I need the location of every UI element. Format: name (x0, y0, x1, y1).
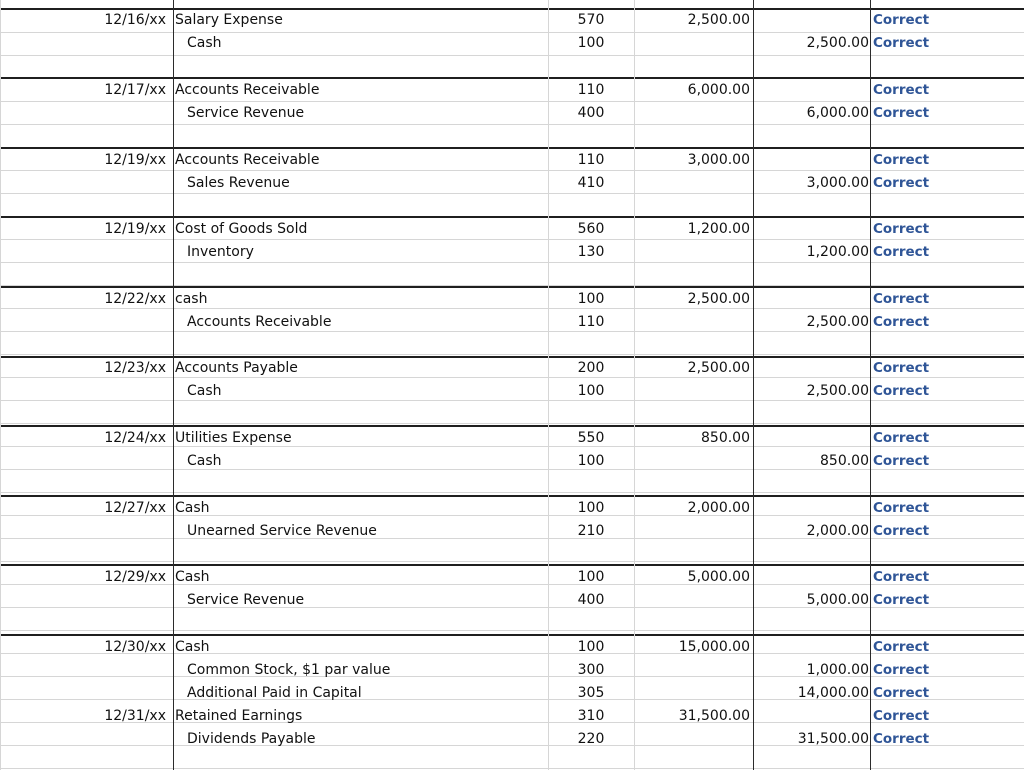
correct-badge: Correct (873, 453, 930, 469)
correct-badge: Correct (873, 360, 930, 376)
post-ref-cell[interactable]: 100 (577, 453, 605, 469)
entry-date-cell[interactable]: 12/16/xx (104, 12, 166, 28)
debit-cell[interactable]: 31,500.00 (678, 708, 750, 724)
correct-badge: Correct (873, 430, 930, 446)
account-cell[interactable]: Cost of Goods Sold (175, 221, 308, 237)
post-ref-cell[interactable]: 100 (577, 291, 605, 307)
account-cell[interactable]: Cash (175, 500, 210, 516)
correct-badge: Correct (873, 523, 930, 539)
journal-line (0, 427, 1024, 450)
post-ref-cell[interactable]: 100 (577, 569, 605, 585)
post-ref-cell[interactable]: 550 (577, 430, 605, 446)
journal-line (0, 311, 1024, 334)
debit-cell[interactable]: 850.00 (701, 430, 750, 446)
debit-cell[interactable]: 2,000.00 (687, 500, 750, 516)
debit-cell[interactable]: 15,000.00 (678, 639, 750, 655)
correct-badge: Correct (873, 175, 930, 191)
account-cell[interactable]: Cash (187, 383, 222, 399)
account-cell[interactable]: Sales Revenue (187, 175, 290, 191)
debit-cell[interactable]: 6,000.00 (687, 82, 750, 98)
credit-cell[interactable]: 2,500.00 (806, 383, 869, 399)
post-ref-cell[interactable]: 300 (577, 662, 605, 678)
debit-cell[interactable]: 1,200.00 (687, 221, 750, 237)
account-cell[interactable]: Retained Earnings (175, 708, 303, 724)
correct-badge: Correct (873, 221, 930, 237)
journal-line (0, 589, 1024, 612)
correct-badge: Correct (873, 244, 930, 260)
account-cell[interactable]: Additional Paid in Capital (187, 685, 362, 701)
post-ref-cell[interactable]: 110 (577, 152, 605, 168)
debit-cell[interactable]: 2,500.00 (687, 360, 750, 376)
post-ref-cell[interactable]: 310 (577, 708, 605, 724)
correct-badge: Correct (873, 639, 930, 655)
post-ref-cell[interactable]: 560 (577, 221, 605, 237)
post-ref-cell[interactable]: 130 (577, 244, 605, 260)
post-ref-cell[interactable]: 110 (577, 314, 605, 330)
post-ref-cell[interactable]: 410 (577, 175, 605, 191)
correct-badge: Correct (873, 731, 930, 747)
account-cell[interactable]: cash (175, 291, 208, 307)
correct-badge: Correct (873, 82, 930, 98)
credit-cell[interactable]: 2,500.00 (806, 314, 869, 330)
entry-date-cell[interactable]: 12/29/xx (104, 569, 166, 585)
account-cell[interactable]: Accounts Receivable (175, 82, 320, 98)
account-cell[interactable]: Cash (187, 35, 222, 51)
post-ref-cell[interactable]: 100 (577, 35, 605, 51)
account-cell[interactable]: Service Revenue (187, 105, 305, 121)
entry-date-cell[interactable]: 12/22/xx (104, 291, 166, 307)
correct-badge: Correct (873, 314, 930, 330)
journal-line (0, 241, 1024, 264)
debit-cell[interactable]: 3,000.00 (687, 152, 750, 168)
debit-cell[interactable]: 2,500.00 (687, 12, 750, 28)
journal-line (0, 450, 1024, 473)
journal-line (0, 728, 1024, 751)
account-cell[interactable]: Service Revenue (187, 592, 305, 608)
journal-line (0, 682, 1024, 705)
correct-badge: Correct (873, 12, 930, 28)
correct-badge: Correct (873, 35, 930, 51)
entry-date-cell[interactable]: 12/27/xx (104, 500, 166, 516)
credit-cell[interactable]: 2,000.00 (806, 523, 869, 539)
correct-badge: Correct (873, 569, 930, 585)
post-ref-cell[interactable]: 200 (577, 360, 605, 376)
post-ref-cell[interactable]: 400 (577, 105, 605, 121)
entry-date-cell[interactable]: 12/23/xx (104, 360, 166, 376)
post-ref-cell[interactable]: 220 (577, 731, 605, 747)
journal-line (0, 520, 1024, 543)
account-cell[interactable]: Cash (187, 453, 222, 469)
post-ref-cell[interactable]: 210 (577, 523, 605, 539)
correct-badge: Correct (873, 708, 930, 724)
account-cell[interactable]: Utilities Expense (175, 430, 292, 446)
account-cell[interactable]: Dividends Payable (187, 731, 316, 747)
journal-line (0, 357, 1024, 380)
account-cell[interactable]: Cash (175, 569, 210, 585)
account-cell[interactable]: Accounts Receivable (175, 152, 320, 168)
journal-line (0, 149, 1024, 172)
entry-date-cell[interactable]: 12/17/xx (104, 82, 166, 98)
credit-cell[interactable]: 1,000.00 (806, 662, 869, 678)
journal-line (0, 79, 1024, 102)
post-ref-cell[interactable]: 110 (577, 82, 605, 98)
credit-cell[interactable]: 3,000.00 (806, 175, 869, 191)
correct-badge: Correct (873, 105, 930, 121)
post-ref-cell[interactable]: 100 (577, 639, 605, 655)
account-cell[interactable]: Accounts Receivable (187, 314, 332, 330)
credit-cell[interactable]: 14,000.00 (797, 685, 869, 701)
journal-line (0, 566, 1024, 589)
account-cell[interactable]: Accounts Payable (175, 360, 298, 376)
post-ref-cell[interactable]: 570 (577, 12, 605, 28)
journal-line (0, 288, 1024, 311)
account-cell[interactable]: Inventory (187, 244, 254, 260)
credit-cell[interactable]: 1,200.00 (806, 244, 869, 260)
journal-line (0, 102, 1024, 125)
correct-badge: Correct (873, 662, 930, 678)
correct-badge: Correct (873, 685, 930, 701)
account-cell[interactable]: Common Stock, $1 par value (187, 662, 391, 678)
post-ref-cell[interactable]: 400 (577, 592, 605, 608)
entry-date-cell[interactable]: 12/24/xx (104, 430, 166, 446)
account-cell[interactable]: Cash (175, 639, 210, 655)
correct-badge: Correct (873, 500, 930, 516)
entry-date-cell[interactable]: 12/19/xx (104, 152, 166, 168)
journal-line (0, 636, 1024, 659)
post-ref-cell[interactable]: 100 (577, 383, 605, 399)
post-ref-cell[interactable]: 305 (577, 685, 605, 701)
credit-cell[interactable]: 5,000.00 (806, 592, 869, 608)
account-cell[interactable]: Salary Expense (175, 12, 283, 28)
entry-date-cell[interactable]: 12/19/xx (104, 221, 166, 237)
correct-badge: Correct (873, 383, 930, 399)
journal-line (0, 497, 1024, 520)
debit-cell[interactable]: 5,000.00 (687, 569, 750, 585)
journal-line (0, 218, 1024, 241)
credit-cell[interactable]: 6,000.00 (806, 105, 869, 121)
journal-line (0, 172, 1024, 195)
journal-line (0, 659, 1024, 682)
entry-date-cell[interactable]: 12/30/xx (104, 639, 166, 655)
correct-badge: Correct (873, 592, 930, 608)
post-ref-cell[interactable]: 100 (577, 500, 605, 516)
entry-date-cell[interactable]: 12/31/xx (104, 708, 166, 724)
credit-cell[interactable]: 850.00 (820, 453, 869, 469)
correct-badge: Correct (873, 152, 930, 168)
journal-line (0, 705, 1024, 728)
journal-line (0, 380, 1024, 403)
account-cell[interactable]: Unearned Service Revenue (187, 523, 377, 539)
journal-line (0, 9, 1024, 32)
credit-cell[interactable]: 2,500.00 (806, 35, 869, 51)
journal-line (0, 32, 1024, 55)
credit-cell[interactable]: 31,500.00 (797, 731, 869, 747)
debit-cell[interactable]: 2,500.00 (687, 291, 750, 307)
correct-badge: Correct (873, 291, 930, 307)
